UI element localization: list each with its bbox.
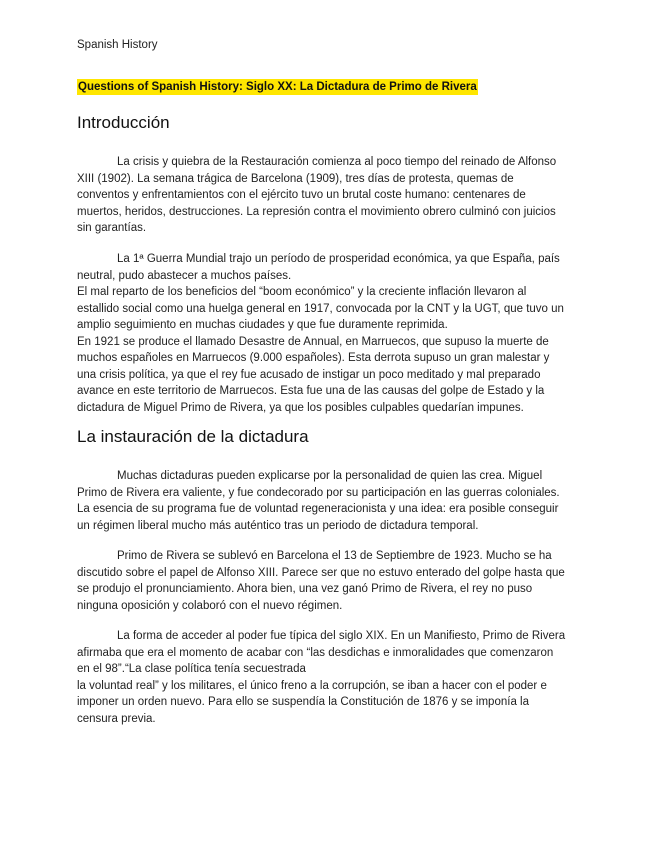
text-line: La 1ª Guerra Mundial trajo un período de prosperidad económica, ya que España, país [117, 253, 560, 265]
text-line: XIII (1902). La semana trágica de Barcelona (1909), tres días de protesta, quemas de [77, 172, 514, 185]
text-line: avance en este territorio de Marruecos. Esta fue una de las causas del golpe de Estado y la [77, 385, 545, 397]
text-line: En 1921 se produce el llamado Desastre de Annual, en Marruecos, que supuso la muerte de [77, 335, 549, 348]
text-line: imponer un orden nuevo. Para ello se suspendía la Constitución de 1876 y se imponía la [77, 696, 529, 708]
text-line: El mal reparto de los beneficios del “boom económico” y la creciente inflación llevaron al [77, 286, 527, 298]
text-line: la voluntad real” y los militares, el único freno a la corrupción, se iban a hacer con el poder e [77, 679, 547, 692]
text-line: La esencia de su programa fue de voluntad regeneracionista y una idea: era posible conseguir [77, 503, 559, 515]
document-title-wrap [77, 77, 478, 95]
text-line: amplio seguimiento en muchas ciudades y que fue duramente reprimida. [77, 319, 448, 331]
text-line: censura previa. [77, 712, 156, 725]
text-line: muertos, heridos, destrucciones. La represión contra el movimiento obrero culminó con juicios [77, 205, 556, 218]
text-line: muchos españoles en Marruecos (9.000 españoles). Esta derrota supuso un gran malestar y [77, 352, 550, 364]
inst-paragraph-1 [77, 468, 571, 534]
text-line: afirmaba que era el momento de acabar con “las desdichas e inmoralidades que comenzaron [77, 646, 554, 659]
text-line: Primo de Rivera era valiente, y fue condecorado por su participación en las guerras coloniales. [77, 486, 560, 499]
text-line: en el 98”.“La clase política tenía secuestrada [77, 663, 306, 675]
heading-introduccion: Introducción [77, 113, 170, 132]
document-title: Questions of Spanish History: Siglo XX: La Dictadura de Primo de Rivera [78, 81, 477, 93]
text-line: neutral, pudo abastecer a muchos países. [77, 269, 292, 282]
text-line: Muchas dictaduras pueden explicarse por la personalidad de quien las crea. Miguel [117, 470, 543, 482]
text-line: conventos y enfrentamientos con el ejército tuvo un brutal coste humano: centenares de [77, 189, 526, 201]
text-line: La forma de acceder al poder fue típica del siglo XIX. En un Manifiesto, Primo de Rivera [117, 630, 566, 642]
text-line: discutido sobre el papel de Alfonso XIII. Parece ser que no estuvo enterado del golpe hasta que [77, 566, 565, 579]
text-line: La crisis y quiebra de la Restauración comienza al poco tiempo del reinado de Alfonso [117, 156, 557, 168]
intro-paragraph-2 [77, 251, 571, 416]
text-line: estallido social como una huelga general en 1917, convocada por la CNT y la UGT, que tuvo un [77, 302, 564, 315]
text-line: se produjo el pronunciamiento. Ahora bien, una vez ganó Primo de Rivera, el rey no puso [77, 583, 533, 595]
text-line: sin garantías. [77, 222, 147, 234]
text-line: dictadura de Miguel Primo de Rivera, ya que los posibles culpables quedarían impunes. [77, 401, 524, 414]
text-line: Primo de Rivera se sublevó en Barcelona el 13 de Septiembre de 1923. Mucho se ha [117, 550, 552, 562]
text-line: un régimen liberal mucho más auténtico tras un periodo de dictadura temporal. [77, 519, 479, 532]
text-line: una crisis política, ya que el rey fue acusado de instigar un poco meditado y mal preparado [77, 368, 541, 381]
inst-paragraph-3 [77, 628, 571, 727]
intro-paragraph-1 [77, 154, 571, 237]
heading-instauracion: La instauración de la dictadura [77, 427, 309, 446]
inst-paragraph-2 [77, 548, 571, 614]
page-header: Spanish History [77, 39, 158, 51]
text-line: ninguna oposición y colaboró con el nuevo régimen. [77, 599, 343, 612]
